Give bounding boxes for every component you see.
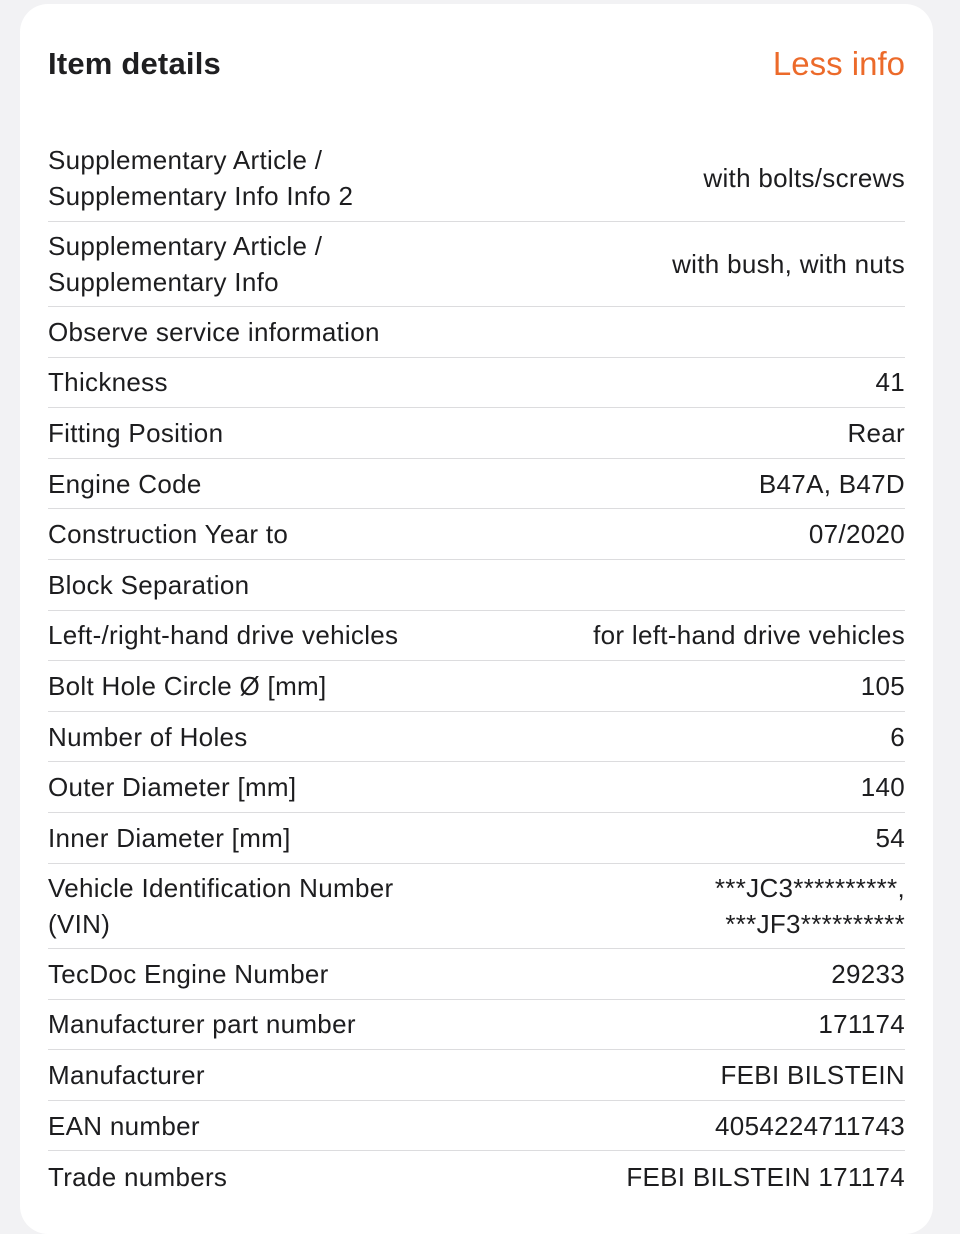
detail-value: 29233 <box>831 958 905 989</box>
detail-row-construction-year-to <box>48 509 905 560</box>
detail-label: Construction Year to <box>48 519 289 550</box>
item-details-card <box>20 4 933 1234</box>
detail-value: 07/2020 <box>808 519 905 550</box>
detail-value: 140 <box>860 772 905 803</box>
detail-value: B47A, B47D <box>758 468 905 499</box>
detail-value: ***JC3**********, ***JF3********** <box>714 872 905 939</box>
detail-label: Vehicle Identification Number (VIN) <box>48 872 394 939</box>
detail-label: Trade numbers <box>48 1161 228 1192</box>
detail-label: Fitting Position <box>48 417 224 448</box>
details-list <box>48 136 905 1202</box>
detail-label: Outer Diameter [mm] <box>48 772 297 803</box>
detail-row-supplementary-info <box>48 222 905 308</box>
detail-value: FEBI BILSTEIN <box>720 1060 905 1091</box>
detail-value: for left-hand drive vehicles <box>593 620 905 651</box>
detail-label: Bolt Hole Circle Ø [mm] <box>48 670 327 701</box>
detail-row-fitting-position <box>48 408 905 459</box>
detail-label: Engine Code <box>48 468 202 499</box>
detail-row-outer-diameter <box>48 762 905 813</box>
detail-row-vin <box>48 864 905 950</box>
detail-value: 4054224711743 <box>715 1110 905 1141</box>
detail-label: Block Separation <box>48 569 250 600</box>
detail-row-bolt-hole-circle <box>48 661 905 712</box>
detail-row-ean-number <box>48 1101 905 1152</box>
detail-value: with bolts/screws <box>703 163 905 194</box>
detail-row-block-separation <box>48 560 905 611</box>
detail-value: FEBI BILSTEIN 171174 <box>626 1161 905 1192</box>
detail-label: Observe service information <box>48 316 380 347</box>
detail-label: TecDoc Engine Number <box>48 958 329 989</box>
detail-label: Manufacturer part number <box>48 1009 356 1040</box>
detail-label: Supplementary Article / Supplementary Info <box>48 230 323 297</box>
detail-label: Left-/right-hand drive vehicles <box>48 620 399 651</box>
detail-row-manufacturer <box>48 1050 905 1101</box>
detail-row-observe-service-information <box>48 307 905 358</box>
detail-row-manufacturer-part-number <box>48 1000 905 1051</box>
detail-row-engine-code <box>48 459 905 510</box>
card-header <box>48 4 905 136</box>
detail-row-supplementary-info-2 <box>48 136 905 222</box>
detail-row-thickness <box>48 358 905 409</box>
detail-value: Rear <box>847 417 905 448</box>
card-title: Item details <box>48 46 221 81</box>
detail-label: Supplementary Article / Supplementary Info Info 2 <box>48 145 354 212</box>
detail-row-trade-numbers <box>48 1151 905 1202</box>
detail-label: Thickness <box>48 367 168 398</box>
detail-label: EAN number <box>48 1110 200 1141</box>
detail-row-number-of-holes <box>48 712 905 763</box>
detail-value: with bush, with nuts <box>672 248 905 279</box>
detail-value: 105 <box>860 670 905 701</box>
detail-row-drive-side <box>48 611 905 662</box>
detail-row-inner-diameter <box>48 813 905 864</box>
detail-value: 54 <box>875 822 905 853</box>
less-info-link[interactable]: Less info <box>772 45 905 82</box>
detail-label: Inner Diameter [mm] <box>48 822 291 853</box>
detail-value: 41 <box>875 367 905 398</box>
detail-value: 6 <box>890 721 905 752</box>
detail-row-tecdoc-engine-number <box>48 949 905 1000</box>
detail-value: 171174 <box>818 1009 905 1040</box>
detail-label: Manufacturer <box>48 1060 205 1091</box>
detail-label: Number of Holes <box>48 721 248 752</box>
